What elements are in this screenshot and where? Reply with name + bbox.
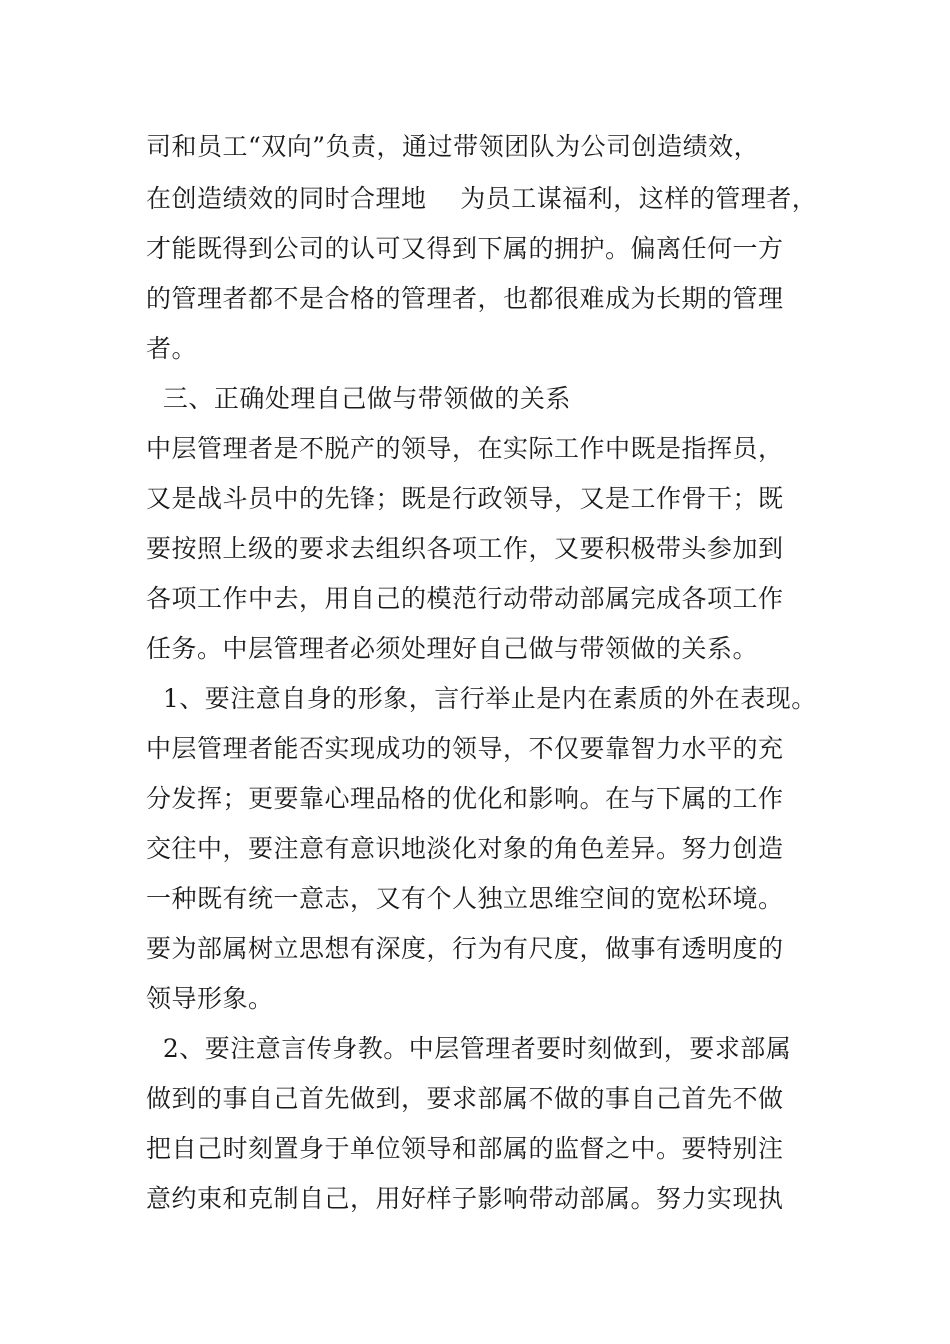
list-item-heading: 2、要注意言传身教。中层管理者要时刻做到，要求部属	[146, 1034, 792, 1063]
text-line: 在创造绩效的同时合理地 为员工谋福利，这样的管理者，	[146, 184, 818, 213]
text-line: 把自己时刻置身于单位领导和部属的监督之中。要特别注	[146, 1134, 784, 1163]
text-line: 一种既有统一意志，又有个人独立思维空间的宽松环境。	[146, 884, 784, 913]
text-line: 领导形象。	[146, 984, 274, 1013]
text-line: 又是战斗员中的先锋；既是行政领导，又是工作骨干；既	[146, 484, 784, 513]
section-heading: 三、正确处理自己做与带领做的关系	[146, 384, 571, 413]
text-line: 交往中，要注意有意识地淡化对象的角色差异。努力创造	[146, 834, 784, 863]
text-line: 司和员工“双向”负责，通过带领团队为公司创造绩效，	[146, 132, 760, 161]
text-line: 分发挥；更要靠心理品格的优化和影响。在与下属的工作	[146, 784, 784, 813]
text-line: 才能既得到公司的认可又得到下属的拥护。偏离任何一方	[146, 234, 784, 263]
text-line: 的管理者都不是合格的管理者，也都很难成为长期的管理	[146, 284, 784, 313]
text-line: 要为部属树立思想有深度，行为有尺度，做事有透明度的	[146, 934, 784, 963]
text-line: 意约束和克制自己，用好样子影响带动部属。努力实现执	[146, 1184, 784, 1213]
text-line: 做到的事自己首先做到，要求部属不做的事自己首先不做	[146, 1084, 784, 1113]
text-line: 者。	[146, 334, 198, 363]
text-line: 任务。中层管理者必须处理好自己做与带领做的关系。	[146, 634, 759, 663]
text-line: 中层管理者能否实现成功的领导，不仅要靠智力水平的充	[146, 734, 784, 763]
text-line: 各项工作中去，用自己的模范行动带动部属完成各项工作	[146, 584, 784, 613]
text-line: 中层管理者是不脱产的领导，在实际工作中既是指挥员，	[146, 434, 784, 463]
text-line: 要按照上级的要求去组织各项工作，又要积极带头参加到	[146, 534, 784, 563]
list-item-heading: 1、要注意自身的形象，言行举止是内在素质的外在表现。	[146, 684, 817, 713]
